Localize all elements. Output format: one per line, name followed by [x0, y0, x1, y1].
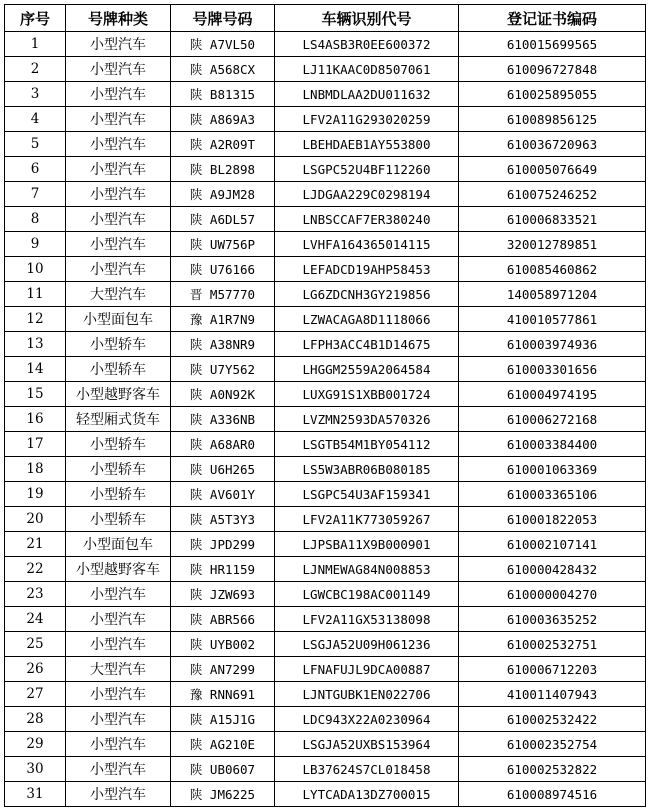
certificate-code: 610001063369 [459, 457, 646, 482]
plate-number: 陕 AN7299 [171, 657, 275, 682]
vin: LHGGM2559A2064584 [275, 357, 459, 382]
table-row [5, 482, 646, 507]
certificate-code: 610004974195 [459, 382, 646, 407]
vin: LS5W3ABR06B080185 [275, 457, 459, 482]
plate-number: 陕 JZW693 [171, 582, 275, 607]
plate-type: 小型轿车 [66, 432, 171, 457]
table-row [5, 532, 646, 557]
row-index: 3 [5, 82, 66, 107]
vin: LZWACAGA8D1118066 [275, 307, 459, 332]
plate-type: 小型汽车 [66, 732, 171, 757]
header-vin: 车辆识别代号 [275, 5, 459, 32]
certificate-code: 610096727848 [459, 57, 646, 82]
plate-type: 大型汽车 [66, 282, 171, 307]
plate-number: 陕 HR1159 [171, 557, 275, 582]
table-row [5, 682, 646, 707]
plate-type: 小型汽车 [66, 782, 171, 807]
certificate-code: 610003974936 [459, 332, 646, 357]
vin: LSGJA52UXBS153964 [275, 732, 459, 757]
plate-number: 陕 A68AR0 [171, 432, 275, 457]
plate-number: 陕 A568CX [171, 57, 275, 82]
vin: LJPSBA11X9B000901 [275, 532, 459, 557]
certificate-code: 610000428432 [459, 557, 646, 582]
plate-number: 陕 JPD299 [171, 532, 275, 557]
plate-type: 小型汽车 [66, 257, 171, 282]
row-index: 11 [5, 282, 66, 307]
plate-type: 小型轿车 [66, 332, 171, 357]
row-index: 22 [5, 557, 66, 582]
plate-type: 小型轿车 [66, 482, 171, 507]
plate-number: 陕 AV601Y [171, 482, 275, 507]
vin: LSGPC54U3AF159341 [275, 482, 459, 507]
plate-type: 小型轿车 [66, 507, 171, 532]
table-row [5, 557, 646, 582]
table-row [5, 157, 646, 182]
plate-type: 小型越野客车 [66, 382, 171, 407]
vin: LJNTGUBK1EN022706 [275, 682, 459, 707]
row-index: 10 [5, 257, 66, 282]
table-row [5, 732, 646, 757]
row-index: 5 [5, 132, 66, 157]
table-row [5, 57, 646, 82]
row-index: 17 [5, 432, 66, 457]
plate-type: 大型汽车 [66, 657, 171, 682]
plate-type: 小型汽车 [66, 707, 171, 732]
plate-number: 陕 AG210E [171, 732, 275, 757]
plate-type: 小型越野客车 [66, 557, 171, 582]
table-header-row [5, 5, 646, 32]
vin: LGWCBC198AC001149 [275, 582, 459, 607]
table-row [5, 232, 646, 257]
certificate-code: 610005076649 [459, 157, 646, 182]
plate-number: 豫 A1R7N9 [171, 307, 275, 332]
plate-number: 陕 U6H265 [171, 457, 275, 482]
table-body [5, 32, 646, 807]
certificate-code: 610003384400 [459, 432, 646, 457]
plate-number: 陕 A5T3Y3 [171, 507, 275, 532]
certificate-code: 610000004270 [459, 582, 646, 607]
plate-number: 陕 A15J1G [171, 707, 275, 732]
table-row [5, 382, 646, 407]
plate-number: 陕 A6DL57 [171, 207, 275, 232]
plate-number: 陕 JM6225 [171, 782, 275, 807]
plate-type: 小型汽车 [66, 32, 171, 57]
row-index: 30 [5, 757, 66, 782]
row-index: 27 [5, 682, 66, 707]
vin: LS4ASB3R0EE600372 [275, 32, 459, 57]
certificate-code: 610006833521 [459, 207, 646, 232]
header-certificate-code: 登记证书编码 [459, 5, 646, 32]
row-index: 4 [5, 107, 66, 132]
certificate-code: 610008974516 [459, 782, 646, 807]
certificate-code: 610002532422 [459, 707, 646, 732]
row-index: 29 [5, 732, 66, 757]
plate-type: 小型汽车 [66, 132, 171, 157]
table-row [5, 507, 646, 532]
table-row [5, 657, 646, 682]
vehicle-table-container [4, 4, 646, 807]
plate-type: 小型轿车 [66, 457, 171, 482]
plate-type: 小型汽车 [66, 182, 171, 207]
certificate-code: 610085460862 [459, 257, 646, 282]
plate-type: 小型汽车 [66, 207, 171, 232]
vin: LDC943X22A0230964 [275, 707, 459, 732]
plate-number: 陕 BL2898 [171, 157, 275, 182]
vin: LFNAFUJL9DCA00887 [275, 657, 459, 682]
certificate-code: 610025895055 [459, 82, 646, 107]
table-row [5, 782, 646, 807]
certificate-code: 140058971204 [459, 282, 646, 307]
vin: LG6ZDCNH3GY219856 [275, 282, 459, 307]
plate-type: 小型面包车 [66, 307, 171, 332]
plate-type: 小型汽车 [66, 582, 171, 607]
row-index: 6 [5, 157, 66, 182]
table-row [5, 282, 646, 307]
vin: LJNMEWAG84N008853 [275, 557, 459, 582]
plate-type: 小型汽车 [66, 632, 171, 657]
header-plate-number: 号牌号码 [171, 5, 275, 32]
table-row [5, 457, 646, 482]
certificate-code: 610015699565 [459, 32, 646, 57]
plate-number: 豫 RNN691 [171, 682, 275, 707]
plate-type: 小型轿车 [66, 357, 171, 382]
table-row [5, 32, 646, 57]
row-index: 13 [5, 332, 66, 357]
row-index: 25 [5, 632, 66, 657]
table-row [5, 707, 646, 732]
vin: LFV2A11G293020259 [275, 107, 459, 132]
table-row [5, 307, 646, 332]
vin: LNBSCCAF7ER380240 [275, 207, 459, 232]
row-index: 19 [5, 482, 66, 507]
vin: LYTCADA13DZ700015 [275, 782, 459, 807]
row-index: 16 [5, 407, 66, 432]
plate-type: 轻型厢式货车 [66, 407, 171, 432]
row-index: 24 [5, 607, 66, 632]
vin: LJ11KAAC0D8507061 [275, 57, 459, 82]
table-row [5, 82, 646, 107]
vin: LVHFA164365014115 [275, 232, 459, 257]
vin: LSGJA52U09H061236 [275, 632, 459, 657]
vehicle-table [4, 4, 646, 807]
plate-type: 小型汽车 [66, 232, 171, 257]
certificate-code: 610006272168 [459, 407, 646, 432]
certificate-code: 610006712203 [459, 657, 646, 682]
plate-type: 小型汽车 [66, 57, 171, 82]
plate-type: 小型面包车 [66, 532, 171, 557]
certificate-code: 410010577861 [459, 307, 646, 332]
vin: LVZMN2593DA570326 [275, 407, 459, 432]
row-index: 14 [5, 357, 66, 382]
table-row [5, 132, 646, 157]
plate-number: 陕 A9JM28 [171, 182, 275, 207]
certificate-code: 610002352754 [459, 732, 646, 757]
row-index: 2 [5, 57, 66, 82]
row-index: 26 [5, 657, 66, 682]
row-index: 12 [5, 307, 66, 332]
row-index: 28 [5, 707, 66, 732]
vin: LUXG91S1XBB001724 [275, 382, 459, 407]
plate-number: 陕 UB0607 [171, 757, 275, 782]
table-row [5, 107, 646, 132]
row-index: 31 [5, 782, 66, 807]
vin: LEFADCD19AHP58453 [275, 257, 459, 282]
row-index: 18 [5, 457, 66, 482]
row-index: 8 [5, 207, 66, 232]
plate-number: 陕 UW756P [171, 232, 275, 257]
certificate-code: 610089856125 [459, 107, 646, 132]
certificate-code: 610002107141 [459, 532, 646, 557]
plate-number: 陕 U76166 [171, 257, 275, 282]
plate-number: 晋 M57770 [171, 282, 275, 307]
vin: LSGPC52U4BF112260 [275, 157, 459, 182]
certificate-code: 610036720963 [459, 132, 646, 157]
vin: LFPH3ACC4B1D14675 [275, 332, 459, 357]
table-row [5, 632, 646, 657]
plate-type: 小型汽车 [66, 682, 171, 707]
plate-number: 陕 A2R09T [171, 132, 275, 157]
vin: LJDGAA229C0298194 [275, 182, 459, 207]
plate-number: 陕 A38NR9 [171, 332, 275, 357]
vin: LNBMDLAA2DU011632 [275, 82, 459, 107]
row-index: 9 [5, 232, 66, 257]
plate-number: 陕 A0N92K [171, 382, 275, 407]
certificate-code: 610003635252 [459, 607, 646, 632]
table-row [5, 607, 646, 632]
plate-number: 陕 A869A3 [171, 107, 275, 132]
header-index: 序号 [5, 5, 66, 32]
row-index: 21 [5, 532, 66, 557]
table-row [5, 432, 646, 457]
plate-number: 陕 ABR566 [171, 607, 275, 632]
header-plate-type: 号牌种类 [66, 5, 171, 32]
certificate-code: 610075246252 [459, 182, 646, 207]
certificate-code: 320012789851 [459, 232, 646, 257]
plate-number: 陕 A336NB [171, 407, 275, 432]
row-index: 1 [5, 32, 66, 57]
table-row [5, 207, 646, 232]
row-index: 23 [5, 582, 66, 607]
plate-type: 小型汽车 [66, 607, 171, 632]
certificate-code: 410011407943 [459, 682, 646, 707]
table-row [5, 582, 646, 607]
certificate-code: 610001822053 [459, 507, 646, 532]
plate-number: 陕 U7Y562 [171, 357, 275, 382]
vin: LFV2A11K773059267 [275, 507, 459, 532]
vin: LSGTB54M1BY054112 [275, 432, 459, 457]
row-index: 20 [5, 507, 66, 532]
table-row [5, 357, 646, 382]
table-row [5, 182, 646, 207]
table-row [5, 407, 646, 432]
plate-type: 小型汽车 [66, 157, 171, 182]
plate-number: 陕 A7VL50 [171, 32, 275, 57]
certificate-code: 610002532751 [459, 632, 646, 657]
table-row [5, 257, 646, 282]
plate-number: 陕 B81315 [171, 82, 275, 107]
plate-type: 小型汽车 [66, 107, 171, 132]
plate-type: 小型汽车 [66, 757, 171, 782]
certificate-code: 610003301656 [459, 357, 646, 382]
table-row [5, 332, 646, 357]
certificate-code: 610003365106 [459, 482, 646, 507]
certificate-code: 610002532822 [459, 757, 646, 782]
vin: LBEHDAEB1AY553800 [275, 132, 459, 157]
vin: LB37624S7CL018458 [275, 757, 459, 782]
table-row [5, 757, 646, 782]
vin: LFV2A11GX53138098 [275, 607, 459, 632]
row-index: 15 [5, 382, 66, 407]
plate-type: 小型汽车 [66, 82, 171, 107]
plate-number: 陕 UYB002 [171, 632, 275, 657]
row-index: 7 [5, 182, 66, 207]
